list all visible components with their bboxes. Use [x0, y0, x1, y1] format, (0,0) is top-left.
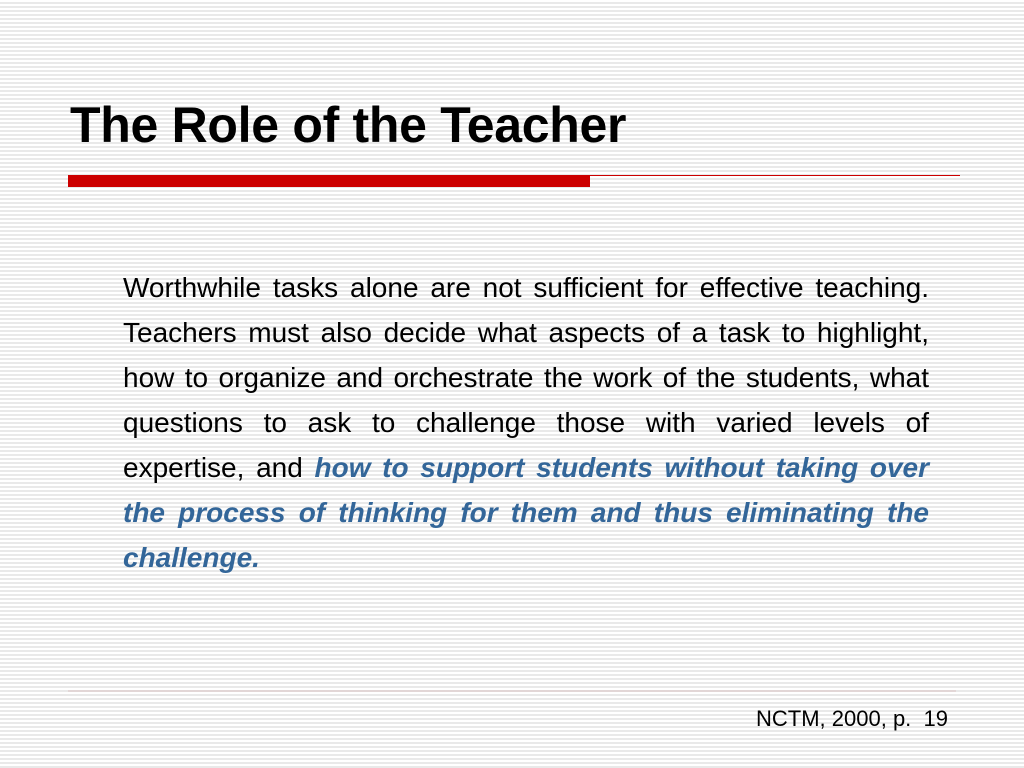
body-paragraph	[123, 265, 929, 580]
footer-divider	[68, 690, 956, 692]
title-underline-thin	[590, 175, 960, 176]
body-emphasis-text: how to support students without taking over the process of thinking for them and thus eliminating the challenge.	[123, 452, 929, 573]
title-underline-thick	[68, 175, 590, 187]
body-plain-text: Worthwhile tasks alone are not sufficient for effective teaching. Teachers must also decide what aspects of a task to highlight, how to organize and orchestrate the work of the students, what questions to ask to challenge those with varied levels of expertise, and	[123, 272, 929, 483]
slide-title: The Role of the Teacher	[70, 97, 627, 153]
citation: NCTM, 2000, p. 19	[756, 706, 948, 731]
